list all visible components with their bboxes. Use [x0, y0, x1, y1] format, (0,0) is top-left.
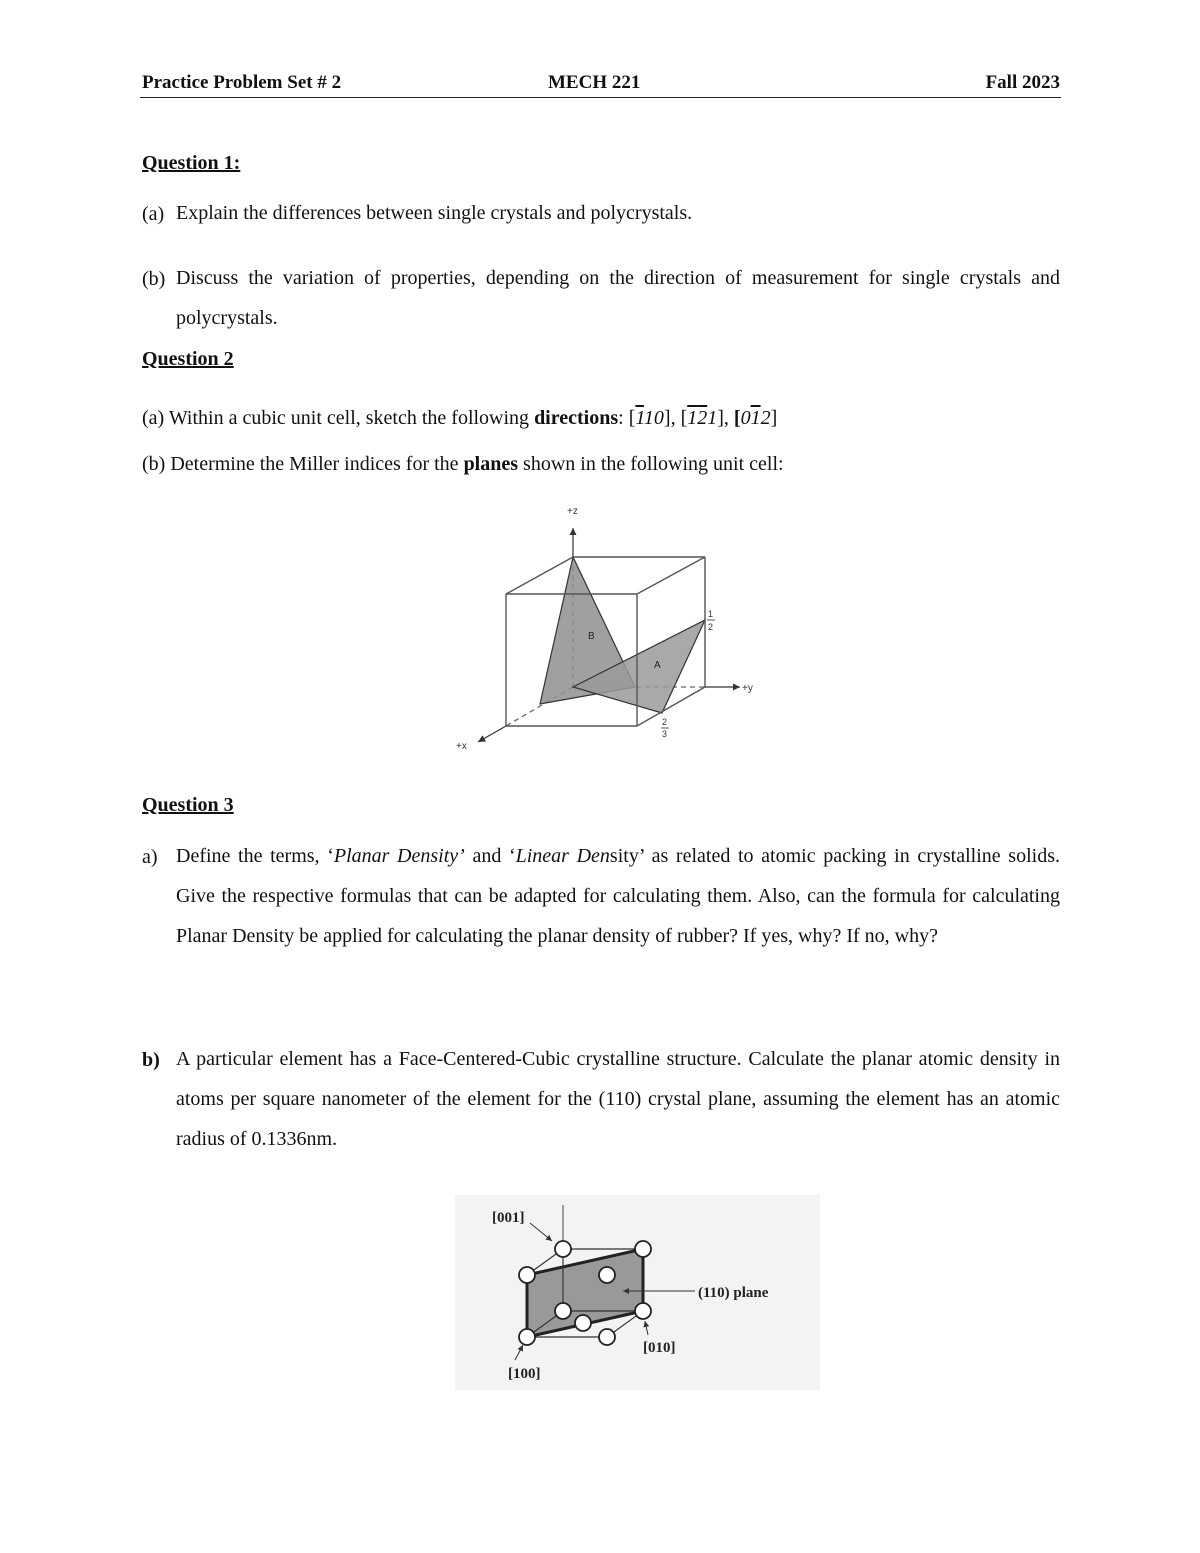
q1-a-text: Explain the differences between single crystals and polycrystals.: [176, 202, 693, 224]
q3-b-text: A particular element has a Face-Centered-Cubic crystalline structure. Calculate the planar atomic density in atoms per square nanometer of the element for the (110) crystal plane, assuming the element has an atomic radius of 0.1336nm.: [176, 1048, 1060, 1150]
question-3-title: Question 3: [142, 794, 234, 816]
q3-a-mark: a): [142, 846, 158, 868]
q3-a-text: Define the terms, ‘Planar Density’ and ‘Linear Density’ as related to atomic packing in crystalline solids. Give the respective formulas that can be adapted for calculating them. Also, can the formula for calculating Planar Density be applied for calculating the planar density of rubber? If yes, why? If no, why?: [176, 845, 1060, 947]
atom: [575, 1315, 591, 1331]
direction-2: [121]: [680, 407, 724, 429]
atom: [555, 1303, 571, 1319]
atom: [599, 1329, 615, 1345]
q2-a-pre: Within a cubic unit cell, sketch the following: [168, 407, 535, 429]
q2-a-colon: :: [618, 407, 624, 429]
atom: [555, 1241, 571, 1257]
header-left: Practice Problem Set # 2: [142, 72, 342, 93]
axis-z-label: +z: [567, 506, 578, 517]
plane-a-label: A: [654, 660, 661, 671]
label-100: [100]: [508, 1366, 541, 1382]
label-110-plane: (110) plane: [698, 1285, 769, 1301]
fcc-110-figure: [455, 1195, 820, 1390]
question-2-title: Question 2: [142, 348, 234, 370]
direction-1: [110]: [628, 407, 671, 429]
atom: [519, 1329, 535, 1345]
q2-a-line: (a) Within a cubic unit cell, sketch the following directions: [110], [121], [012]: [142, 407, 778, 429]
atom: [519, 1267, 535, 1283]
q1-a-mark: (a): [142, 203, 165, 225]
svg-text:2: 2: [708, 622, 714, 632]
atom: [635, 1303, 651, 1319]
q3-b-mark: b): [142, 1049, 160, 1071]
q1-b-text: Discuss the variation of properties, depending on the direction of measurement for single crystals and polycrystals.: [176, 267, 1060, 329]
q2-b-mark: (b): [142, 453, 166, 475]
label-001: [001]: [492, 1210, 525, 1226]
svg-text:2: 2: [662, 717, 668, 727]
atom: [635, 1241, 651, 1257]
svg-text:1: 1: [708, 609, 714, 619]
atom: [599, 1267, 615, 1283]
plane-b-label: B: [588, 631, 595, 642]
half-fraction: [707, 609, 715, 632]
header-right: Fall 2023: [985, 72, 1060, 93]
q2-b-bold: planes: [463, 453, 519, 475]
q2-a-bold: directions: [534, 407, 619, 429]
header-center: MECH 221: [548, 72, 641, 93]
q1-b-mark: (b): [142, 268, 166, 290]
direction-3: [012]: [733, 407, 778, 429]
q2-b-line: [142, 444, 1060, 484]
header-rule: [140, 97, 1061, 98]
q2-b-pre: Determine the Miller indices for the: [170, 453, 464, 475]
question-1-title: Question 1:: [142, 152, 241, 174]
axis-x-label: +x: [456, 741, 467, 752]
q2-a-mark: (a): [142, 407, 165, 429]
label-010: [010]: [643, 1340, 676, 1356]
unit-cell-figure: [440, 500, 780, 760]
axis-y-label: +y: [742, 683, 753, 694]
q2-b-post: shown in the following unit cell:: [518, 453, 784, 475]
two-thirds-fraction: [661, 717, 669, 739]
svg-text:3: 3: [662, 729, 668, 739]
